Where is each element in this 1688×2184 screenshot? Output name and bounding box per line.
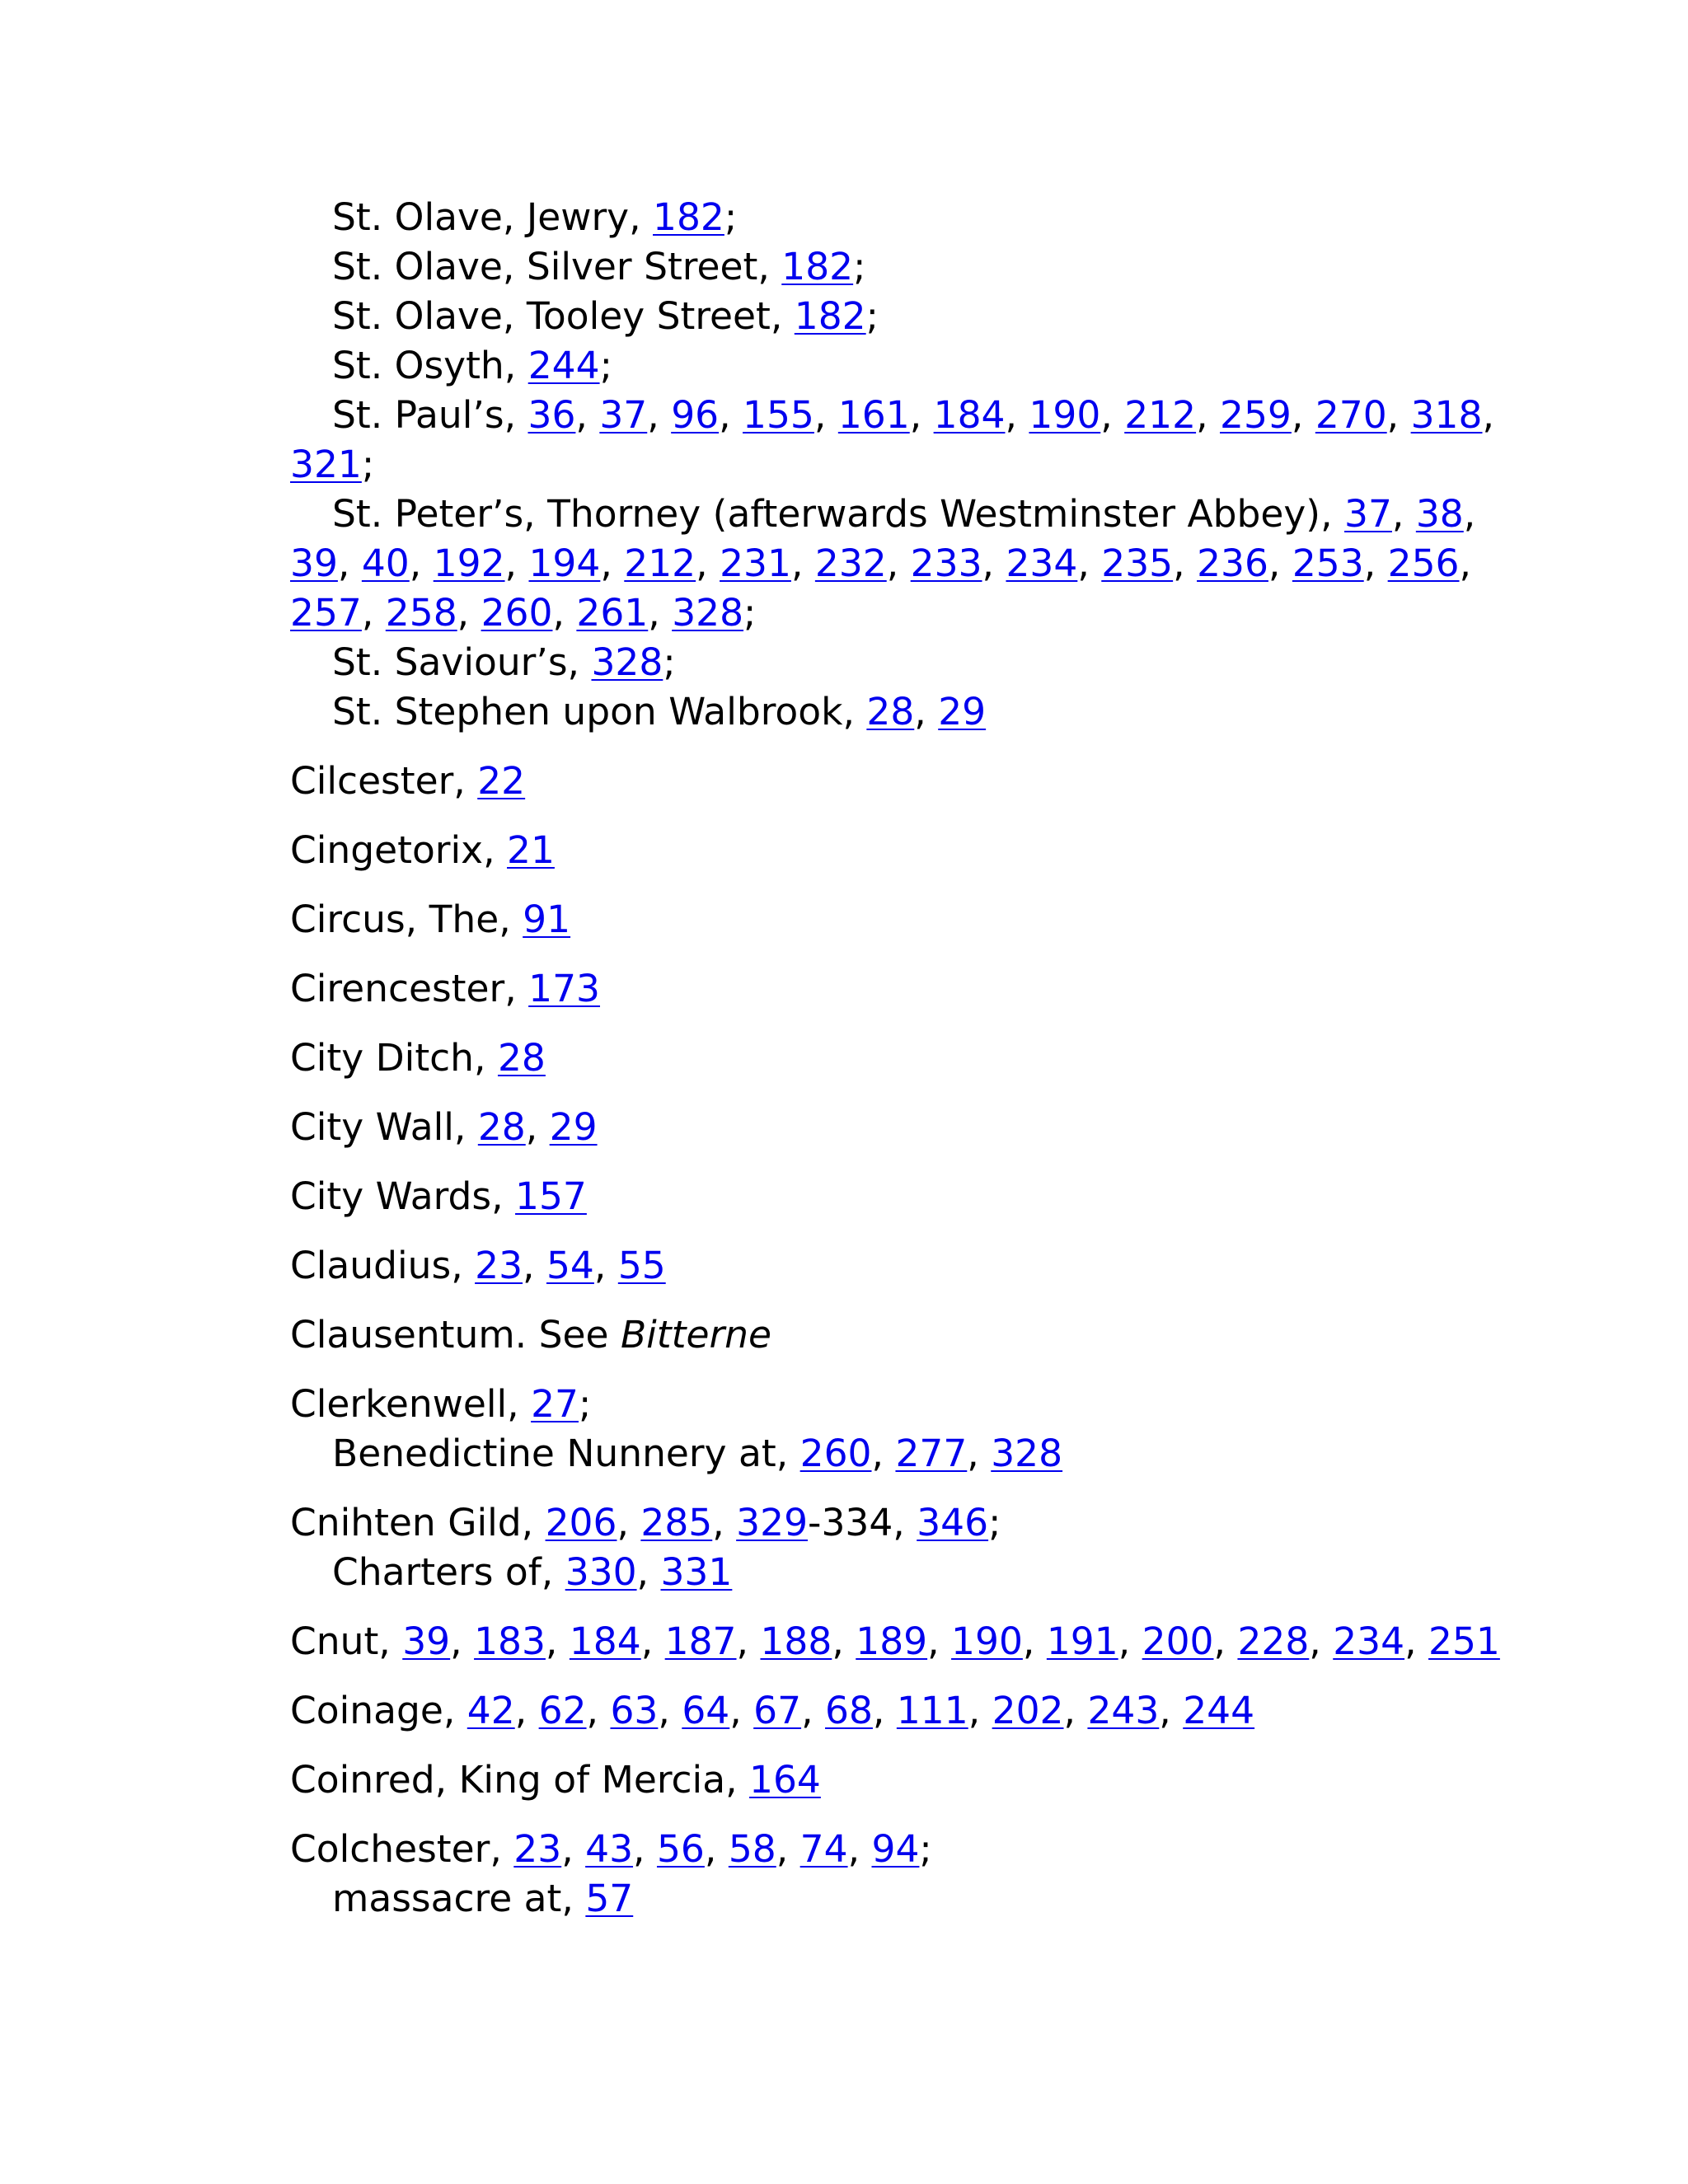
- sub-entry: [290, 242, 1477, 292]
- index-entry: [290, 1310, 1477, 1360]
- punctuation: ;: [724, 195, 738, 239]
- separator: ,: [586, 1689, 611, 1732]
- page-link[interactable]: 67: [753, 1689, 802, 1732]
- page-link[interactable]: 233: [910, 541, 982, 585]
- punctuation: ;: [988, 1501, 1001, 1544]
- page-link[interactable]: 28: [497, 1036, 546, 1080]
- page-link[interactable]: 192: [433, 541, 505, 585]
- index-entry: [290, 1380, 1477, 1479]
- separator: ,: [552, 591, 577, 635]
- page-link[interactable]: 184: [569, 1619, 641, 1663]
- page-link[interactable]: 157: [515, 1174, 587, 1218]
- entry-heading: [290, 964, 1477, 1014]
- page-link[interactable]: 22: [477, 759, 526, 803]
- separator: ,: [1363, 541, 1388, 585]
- sub-entry: [290, 638, 1477, 687]
- entry-heading: [290, 1033, 1477, 1083]
- punctuation: ;: [579, 1382, 592, 1426]
- page-link[interactable]: 183: [474, 1619, 546, 1663]
- separator: ,: [1173, 541, 1198, 585]
- page-link[interactable]: 202: [992, 1689, 1064, 1732]
- sub-entry: [290, 292, 1477, 341]
- entry-heading: [290, 757, 1477, 806]
- separator: ,: [545, 1619, 570, 1663]
- page-link[interactable]: 243: [1087, 1689, 1160, 1732]
- page-link[interactable]: 234: [1333, 1619, 1405, 1663]
- page-link[interactable]: 40: [361, 541, 410, 585]
- index-entry: [290, 1617, 1500, 1666]
- entry-heading: [290, 1498, 1477, 1548]
- sub-entry: [290, 1874, 1477, 1924]
- page-link[interactable]: 330: [565, 1550, 637, 1594]
- page-link[interactable]: 200: [1142, 1619, 1214, 1663]
- index-entry: [290, 1241, 1477, 1291]
- separator: ,: [871, 1432, 896, 1475]
- page-link[interactable]: 261: [576, 591, 649, 635]
- separator: ,: [909, 393, 934, 437]
- separator: ,: [633, 1827, 657, 1871]
- page-link[interactable]: 161: [837, 393, 910, 437]
- separator: ,: [1118, 1619, 1142, 1663]
- separator: ,: [729, 1689, 754, 1732]
- page-link[interactable]: 328: [591, 640, 663, 684]
- heading-text: Circus, The,: [290, 898, 523, 941]
- heading-text: City Wall,: [290, 1105, 478, 1149]
- index-entry: [290, 757, 1477, 806]
- separator: ,: [1268, 541, 1292, 585]
- index-entry: [290, 826, 1477, 875]
- punctuation: ;: [919, 1827, 932, 1871]
- page-link[interactable]: 74: [799, 1827, 848, 1871]
- page-range-text: -334,: [808, 1501, 917, 1544]
- page-link[interactable]: 318: [1410, 393, 1483, 437]
- heading-text: Cnihten Gild,: [290, 1501, 546, 1544]
- separator: ,: [450, 1619, 475, 1663]
- separator: ,: [1459, 541, 1471, 585]
- sub-entry-text: St. Saviour’s,: [332, 640, 592, 684]
- sub-entry: [290, 490, 1477, 539]
- separator: ,: [696, 541, 720, 585]
- punctuation: ;: [865, 294, 879, 338]
- page-link[interactable]: 37: [1344, 492, 1392, 536]
- heading-text: Colchester,: [290, 1827, 514, 1871]
- page-link[interactable]: 328: [672, 591, 744, 635]
- page-link[interactable]: 37: [599, 393, 648, 437]
- separator: ,: [593, 1244, 618, 1287]
- entry-heading: [290, 1241, 1477, 1291]
- page-link[interactable]: 190: [951, 1619, 1023, 1663]
- page-link[interactable]: 329: [736, 1501, 809, 1544]
- separator: ,: [525, 1105, 550, 1149]
- separator: ,: [886, 541, 911, 585]
- page-link[interactable]: 187: [664, 1619, 737, 1663]
- separator: ,: [927, 1619, 952, 1663]
- page-link[interactable]: 182: [781, 245, 854, 288]
- separator: ,: [647, 393, 672, 437]
- entry-heading: [290, 1686, 1477, 1736]
- index-entry: [290, 1103, 1477, 1152]
- page-link[interactable]: 23: [513, 1827, 562, 1871]
- sub-entry-continuation: [290, 588, 1477, 638]
- page-link[interactable]: 164: [749, 1758, 821, 1802]
- separator: ,: [409, 541, 434, 585]
- page-link[interactable]: 285: [640, 1501, 713, 1544]
- separator: ,: [1463, 492, 1476, 536]
- separator: ,: [776, 1827, 800, 1871]
- heading-text: Coinage,: [290, 1689, 467, 1732]
- separator: ,: [982, 541, 1006, 585]
- separator: ,: [847, 1827, 872, 1871]
- index-page: [290, 193, 1500, 1943]
- page-link[interactable]: 94: [871, 1827, 920, 1871]
- separator: ,: [1291, 393, 1315, 437]
- punctuation: ;: [853, 245, 866, 288]
- heading-text: Claudius,: [290, 1244, 476, 1287]
- separator: ,: [712, 1501, 737, 1544]
- heading-text: City Ditch,: [290, 1036, 498, 1080]
- separator: ,: [575, 393, 600, 437]
- separator: ,: [801, 1689, 825, 1732]
- page-link[interactable]: 232: [814, 541, 887, 585]
- page-link[interactable]: 231: [720, 541, 791, 585]
- sub-entry-text: St. Paul’s,: [332, 393, 528, 437]
- index-entry: [290, 964, 1477, 1014]
- separator: ,: [1077, 541, 1102, 585]
- page-link[interactable]: 260: [481, 591, 553, 635]
- separator: ,: [1196, 393, 1221, 437]
- sub-entry-text: St. Stephen upon Walbrook,: [332, 690, 867, 733]
- page-link[interactable]: 184: [933, 393, 1006, 437]
- separator: ,: [790, 541, 815, 585]
- entry-heading: [290, 895, 1477, 944]
- separator: ,: [636, 1550, 661, 1594]
- page-link[interactable]: 328: [991, 1432, 1063, 1475]
- entry-heading: [290, 1380, 1477, 1429]
- sub-entry-continuation: [290, 539, 1477, 588]
- separator: ,: [704, 1827, 729, 1871]
- separator: ,: [968, 1689, 992, 1732]
- page-link[interactable]: 235: [1101, 541, 1174, 585]
- entry-heading: [290, 1310, 1477, 1360]
- sub-entry: [290, 391, 1494, 440]
- entry-heading: [290, 826, 1477, 875]
- separator: ,: [1386, 393, 1411, 437]
- page-link[interactable]: 251: [1428, 1619, 1500, 1663]
- separator: ,: [658, 1689, 682, 1732]
- page-link[interactable]: 43: [585, 1827, 634, 1871]
- separator: ,: [457, 591, 481, 635]
- separator: ,: [967, 1432, 992, 1475]
- separator: ,: [1391, 492, 1416, 536]
- page-link[interactable]: 244: [528, 344, 600, 387]
- page-link[interactable]: 182: [653, 195, 724, 239]
- entry-heading: [290, 1172, 1477, 1221]
- sub-entry-continuation: [290, 440, 1477, 490]
- separator: ,: [1482, 393, 1494, 437]
- punctuation: ;: [663, 640, 676, 684]
- page-link[interactable]: 212: [624, 541, 696, 585]
- page-link[interactable]: 253: [1292, 541, 1364, 585]
- sub-entry-text: Charters of,: [332, 1550, 565, 1594]
- index-entry: [290, 1498, 1477, 1597]
- separator: ,: [600, 541, 625, 585]
- separator: ,: [914, 690, 939, 733]
- index-entry: [290, 1172, 1477, 1221]
- page-link[interactable]: 28: [866, 690, 915, 733]
- page-link[interactable]: 23: [475, 1244, 523, 1287]
- sub-entry: [290, 1548, 1477, 1597]
- page-link[interactable]: 234: [1006, 541, 1078, 585]
- page-link[interactable]: 189: [856, 1619, 928, 1663]
- separator: ,: [872, 1689, 897, 1732]
- separator: ,: [832, 1619, 856, 1663]
- page-link[interactable]: 212: [1124, 393, 1197, 437]
- page-link[interactable]: 21: [507, 828, 555, 872]
- separator: ,: [561, 1827, 586, 1871]
- page-link[interactable]: 62: [538, 1689, 587, 1732]
- sub-entry-text: massacre at,: [332, 1877, 586, 1920]
- separator: ,: [719, 393, 743, 437]
- page-link[interactable]: 277: [895, 1432, 968, 1475]
- page-link[interactable]: 96: [671, 393, 720, 437]
- heading-text: Cnut,: [290, 1619, 403, 1663]
- separator: ,: [504, 541, 529, 585]
- page-link[interactable]: 28: [477, 1105, 526, 1149]
- separator: ,: [337, 541, 362, 585]
- page-link[interactable]: 260: [799, 1432, 872, 1475]
- sub-entry-text: St. Olave, Tooley Street,: [332, 294, 795, 338]
- sub-entry-text: Benedictine Nunnery at,: [332, 1432, 800, 1475]
- page-link[interactable]: 58: [728, 1827, 776, 1871]
- page-link[interactable]: 55: [617, 1244, 666, 1287]
- page-link[interactable]: 321: [290, 443, 362, 486]
- page-link[interactable]: 64: [682, 1689, 730, 1732]
- page-link[interactable]: 54: [546, 1244, 594, 1287]
- page-link[interactable]: 29: [938, 690, 987, 733]
- page-link[interactable]: 190: [1029, 393, 1101, 437]
- entry-heading: [290, 1103, 1477, 1152]
- separator: ,: [514, 1689, 539, 1732]
- page-link[interactable]: 27: [531, 1382, 579, 1426]
- separator: ,: [1159, 1689, 1184, 1732]
- separator: ,: [1100, 393, 1125, 437]
- page-link[interactable]: 63: [610, 1689, 659, 1732]
- page-link[interactable]: 331: [660, 1550, 733, 1594]
- separator: ,: [361, 591, 386, 635]
- punctuation: ;: [361, 443, 375, 486]
- index-entry: [290, 1686, 1477, 1736]
- separator: ,: [814, 393, 838, 437]
- page-link[interactable]: 346: [917, 1501, 989, 1544]
- sub-entry-text: St. Olave, Jewry,: [332, 195, 654, 239]
- page-link[interactable]: 188: [760, 1619, 832, 1663]
- separator: ,: [736, 1619, 761, 1663]
- page-link[interactable]: 182: [794, 294, 866, 338]
- separator: ,: [523, 1244, 546, 1287]
- page-link[interactable]: 57: [585, 1877, 634, 1920]
- separator: ,: [1404, 1619, 1429, 1663]
- entry-heading: [290, 1617, 1500, 1666]
- sub-entry-text: St. Osyth,: [332, 344, 528, 387]
- separator: ,: [1005, 393, 1029, 437]
- index-entry: [290, 1825, 1477, 1924]
- separator: ,: [1213, 1619, 1238, 1663]
- punctuation: ;: [743, 591, 757, 635]
- index-entry: [290, 895, 1477, 944]
- heading-text: Coinred, King of Mercia,: [290, 1758, 749, 1802]
- heading-text: Cilcester,: [290, 759, 478, 803]
- sub-entry: [290, 687, 1477, 737]
- entry-heading: [290, 1825, 1477, 1874]
- sub-entry: [290, 341, 1477, 391]
- heading-text: City Wards,: [290, 1174, 516, 1218]
- page-link[interactable]: 56: [656, 1827, 705, 1871]
- separator: ,: [648, 591, 673, 635]
- page-link[interactable]: 258: [385, 591, 457, 635]
- index-entry: [290, 1033, 1477, 1083]
- page-link[interactable]: 194: [528, 541, 601, 585]
- page-link[interactable]: 236: [1197, 541, 1268, 585]
- sub-entry: [290, 1429, 1477, 1479]
- page-link[interactable]: 155: [743, 393, 814, 437]
- heading-text: Cingetorix,: [290, 828, 508, 872]
- page-link[interactable]: 68: [825, 1689, 873, 1732]
- page-link[interactable]: 256: [1387, 541, 1460, 585]
- page-link[interactable]: 244: [1183, 1689, 1255, 1732]
- separator: ,: [1022, 1619, 1047, 1663]
- page-link[interactable]: 38: [1415, 492, 1464, 536]
- page-link[interactable]: 39: [290, 541, 338, 585]
- separator: ,: [640, 1619, 665, 1663]
- index-entry: [290, 1755, 1477, 1805]
- page-link[interactable]: 259: [1220, 393, 1292, 437]
- heading-text: Clausentum. See: [290, 1313, 621, 1357]
- sub-entry-text: St. Olave, Silver Street,: [332, 245, 782, 288]
- separator: ,: [1309, 1619, 1334, 1663]
- index-entry: [290, 193, 1494, 737]
- heading-text: Clerkenwell,: [290, 1382, 532, 1426]
- page-link[interactable]: 270: [1315, 393, 1387, 437]
- separator: ,: [617, 1501, 641, 1544]
- sub-entry: [290, 193, 1477, 242]
- sub-entry-text: St. Peter’s, Thorney (afterwards Westminster Abbey),: [332, 492, 1344, 536]
- page-link[interactable]: 173: [528, 967, 600, 1010]
- separator: ,: [1063, 1689, 1088, 1732]
- page-link[interactable]: 29: [549, 1105, 598, 1149]
- page-link[interactable]: 91: [523, 898, 571, 941]
- page-link[interactable]: 191: [1046, 1619, 1118, 1663]
- page-link[interactable]: 228: [1237, 1619, 1310, 1663]
- page-link[interactable]: 257: [290, 591, 362, 635]
- punctuation: ;: [599, 344, 612, 387]
- page-link[interactable]: 42: [467, 1689, 515, 1732]
- entry-heading: [290, 1755, 1477, 1805]
- see-reference: Bitterne: [620, 1313, 772, 1357]
- heading-text: Cirencester,: [290, 967, 529, 1010]
- page-link[interactable]: 39: [402, 1619, 451, 1663]
- page-link[interactable]: 36: [528, 393, 576, 437]
- page-link[interactable]: 206: [545, 1501, 617, 1544]
- page-link[interactable]: 111: [896, 1689, 968, 1732]
